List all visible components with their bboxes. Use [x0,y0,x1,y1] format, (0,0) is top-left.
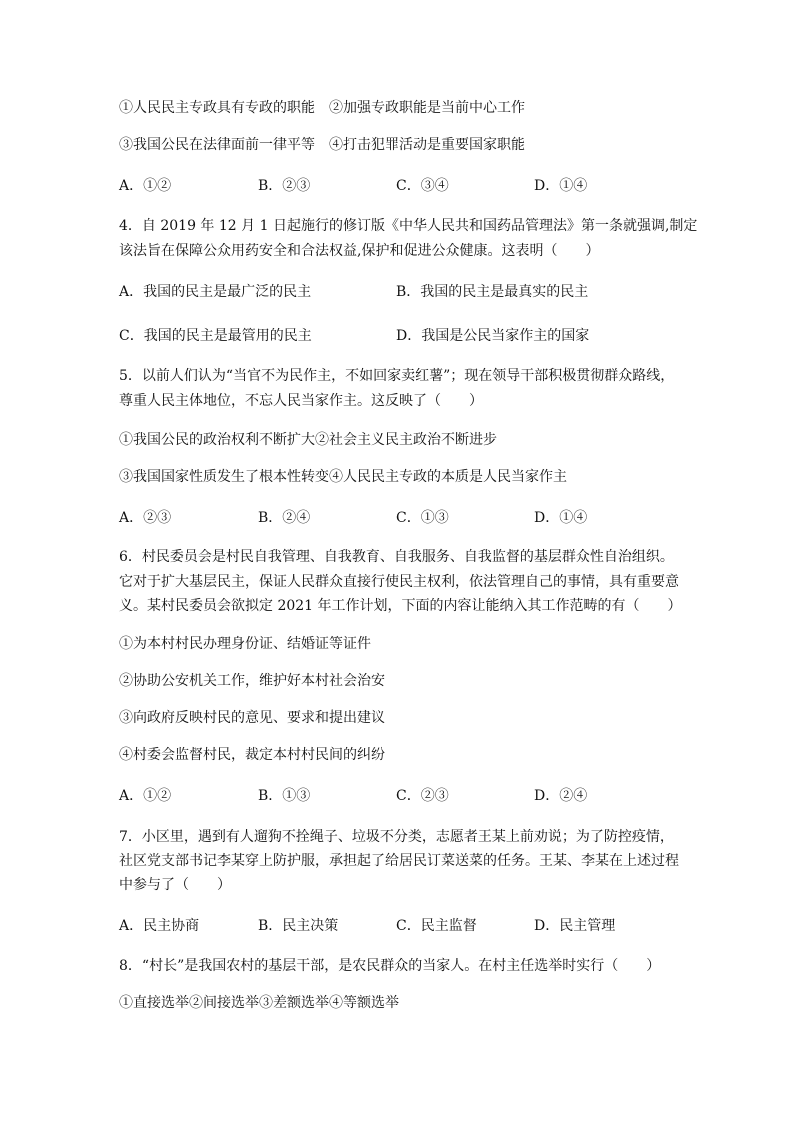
q5-option-a: A．②③ [119,510,172,526]
q7-option-c: C．民主监督 [396,918,477,934]
q5-option-b: B．②④ [258,510,311,526]
q6-statement-4: ④村委会监督村民，裁定本村村民间的纠纷 [119,747,385,763]
q4-option-c: C．我国的民主是最管用的民主 [119,328,312,344]
q8-stem-line-1: 8．“村长”是我国农村的基层干部，是农民群众的当家人。在村主任选举时实行（ ） [119,958,661,974]
q6-stem-line-2: 它对于扩大基层民主，保证人民群众直接行使民主权利，依法管理自己的事情，具有重要意 [119,574,679,590]
q3-option-b: B．②③ [258,178,311,194]
q6-statement-3: ③向政府反映村民的意见、要求和提出建议 [119,710,385,726]
q3-option-a: A．①② [119,178,172,194]
q4-option-d: D．我国是公民当家作主的国家 [396,328,590,344]
q5-statement-1: ①我国公民的政治权利不断扩大②社会主义民主政治不断进步 [119,432,497,448]
q3-option-d: D．①④ [534,178,588,194]
q7-option-d: D．民主管理 [534,918,616,934]
q6-option-a: A．①② [119,788,172,804]
q7-stem-line-2: 社区党支部书记李某穿上防护服，承担起了给居民订菜送菜的任务。王某、李某在上述过程 [119,853,679,869]
q6-option-c: C．②③ [396,788,449,804]
q3-statement-2: ③我国公民在法律面前一律平等 ④打击犯罪活动是重要国家职能 [119,137,525,153]
q4-stem-line-2: 该法旨在保障公众用药安全和合法权益,保护和促进公众健康。这表明（ ） [119,243,600,259]
q6-statement-1: ①为本村村民办理身份证、结婚证等证件 [119,636,371,652]
q6-stem-line-3: 义。某村民委员会欲拟定 2021 年工作计划，下面的内容让能纳入其工作范畴的有（ ） [119,598,682,614]
q7-option-b: B．民主决策 [258,918,339,934]
q5-stem-line-2: 尊重人民主体地位，不忘人民当家作主。这反映了（ ） [119,393,483,409]
q5-option-c: C．①③ [396,510,449,526]
q7-stem-line-1: 7．小区里，遇到有人遛狗不拴绳子、垃圾不分类，志愿者王某上前劝说；为了防控疫情， [119,829,674,845]
q7-option-a: A．民主协商 [119,918,200,934]
q5-stem-line-1: 5．以前人们认为“当官不为民作主，不如回家卖红薯”；现在领导干部积极贯彻群众路线， [119,368,675,384]
q6-option-b: B．①③ [258,788,311,804]
q8-statement-1: ①直接选举②间接选举③差额选举④等额选举 [119,995,399,1011]
q5-statement-2: ③我国国家性质发生了根本性转变④人民民主专政的本质是人民当家作主 [119,469,567,485]
q3-option-c: C．③④ [396,178,449,194]
q7-stem-line-3: 中参与了（ ） [119,877,231,893]
q6-statement-2: ②协助公安机关工作，维护好本村社会治安 [119,673,385,689]
q5-option-d: D．①④ [534,510,588,526]
q6-stem-line-1: 6．村民委员会是村民自我管理、自我教育、自我服务、自我监督的基层群众性自治组织。 [119,549,674,565]
q4-option-a: A．我国的民主是最广泛的民主 [119,284,312,300]
q6-option-d: D．②④ [534,788,588,804]
q3-statement-1: ①人民民主专政具有专政的职能 ②加强专政职能是当前中心工作 [119,100,525,116]
q4-option-b: B．我国的民主是最真实的民主 [396,284,589,300]
q4-stem-line-1: 4．自 2019 年 12 月 1 日起施行的修订版《中华人民共和国药品管理法》第一条就强调,制定 [119,218,698,234]
